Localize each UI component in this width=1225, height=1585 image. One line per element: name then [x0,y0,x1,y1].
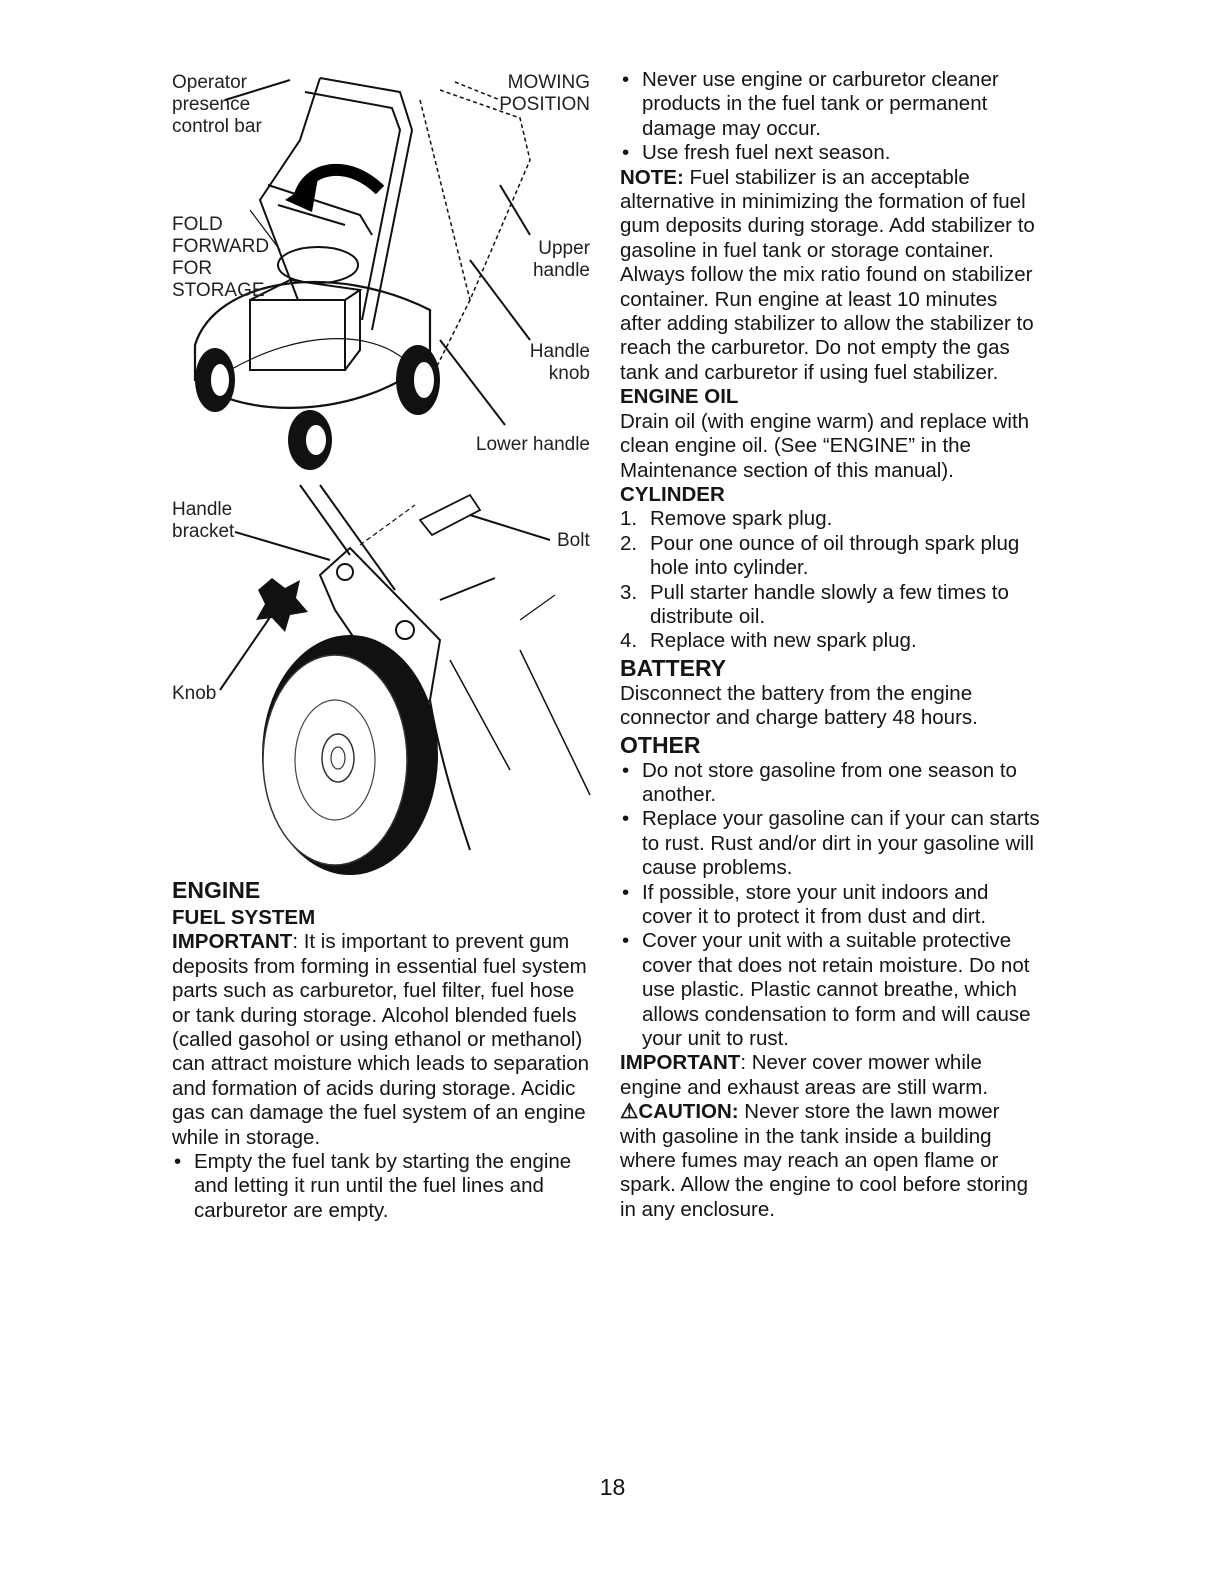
list-item: 3. Pull starter handle slowly a few times to distribute oil. [620,580,1009,628]
warning-triangle-icon: ⚠ [620,1100,639,1124]
handle-bracket-illustration [0,0,600,900]
engine-oil-paragraph: Drain oil (with engine warm) and replace with clean engine oil. (See “ENGINE” in the Maintenance section of this manual). [620,409,1030,482]
caution-paragraph: ⚠CAUTION: Never store the lawn mower with gasoline in the tank inside a building where fumes may reach an open flame or spark. Allow the engine to cool before storing in any enclosure. [620,1100,1028,1221]
list-item: 1. Remove spark plug. [620,507,833,531]
list-item: • Use fresh fuel next season. [620,141,1040,165]
important-paragraph: IMPORTANT: Never cover mower while engine and exhaust areas are still warm. [620,1051,989,1099]
cylinder-heading: CYLINDER [620,482,725,506]
list-item: • If possible, store your unit indoors and cover it to protect it from dust and dirt. [620,881,1040,930]
engine-heading: ENGINE [172,877,261,903]
list-item: • Never use engine or carburetor cleaner products in the fuel tank or permanent damage may occur. [620,68,1040,141]
note-paragraph: NOTE: Fuel stabilizer is an acceptable alternative in minimizing the formation of fuel gum deposits during storage. Add stabilizer to gasoline in fuel tank or storage container. Always follow the mix ratio found on stabilizer container. Run engine at least 10 minutes after adding stabilizer to allow the stabilizer to reach the carburetor. Do not empty the gas tank and carburetor if using fuel stabilizer. [620,165,1035,384]
mowing-position-label: MOWING POSITION [499,72,590,115]
fuel-system-heading: FUEL SYSTEM [172,906,316,929]
list-item: • Replace your gasoline can if your can starts to rust. Rust and/or dirt in your gasoline will cause problems. [620,807,1040,880]
bolt-label: Bolt [557,530,590,551]
right-column [620,68,1040,1222]
handle-knob-label: Handle knob [529,341,590,384]
other-heading: OTHER [620,731,701,758]
engine-oil-heading: ENGINE OIL [620,385,739,409]
handle-bracket-label: Handle bracket [172,499,235,542]
fuel-system-paragraph: IMPORTANT: It is important to prevent gum deposits from forming in essential fuel system parts such as carburetor, fuel filter, fuel hose or tank during storage. Alcohol blended fuels (called gasohol or using ethanol or methanol) can attract moisture which leads to separation and formation of acids during storage. Acidic gas can damage the fuel system of an engine while in storage. [172,930,590,1149]
upper-handle-label: Upper handle [532,238,590,281]
knob-label: Knob [172,683,217,704]
left-column [172,876,592,1223]
list-item: • Cover your unit with a suitable protective cover that does not retain moisture. Do not use plastic. Plastic cannot breathe, which allows condensation to form and will cause your unit to rust. [620,929,1040,1051]
operator-presence-label: Operator presence control bar [172,72,262,137]
list-item: 2. Pour one ounce of oil through spark plug hole into cylinder. [620,531,1020,580]
battery-heading: BATTERY [620,654,727,681]
lower-handle-label: Lower handle [475,434,590,455]
list-item: • Do not store gasoline from one season to another. [620,759,1040,808]
list-item: • Empty the fuel tank by starting the engine and letting it run until the fuel lines and carburetor are empty. [172,1150,592,1223]
page-number: 18 [599,1474,626,1500]
fold-forward-label: FOLD FORWARD FOR STORAGE [172,214,270,301]
list-item: 4. Replace with new spark plug. [620,629,917,653]
battery-paragraph: Disconnect the battery from the engine connector and charge battery 48 hours. [620,681,978,730]
